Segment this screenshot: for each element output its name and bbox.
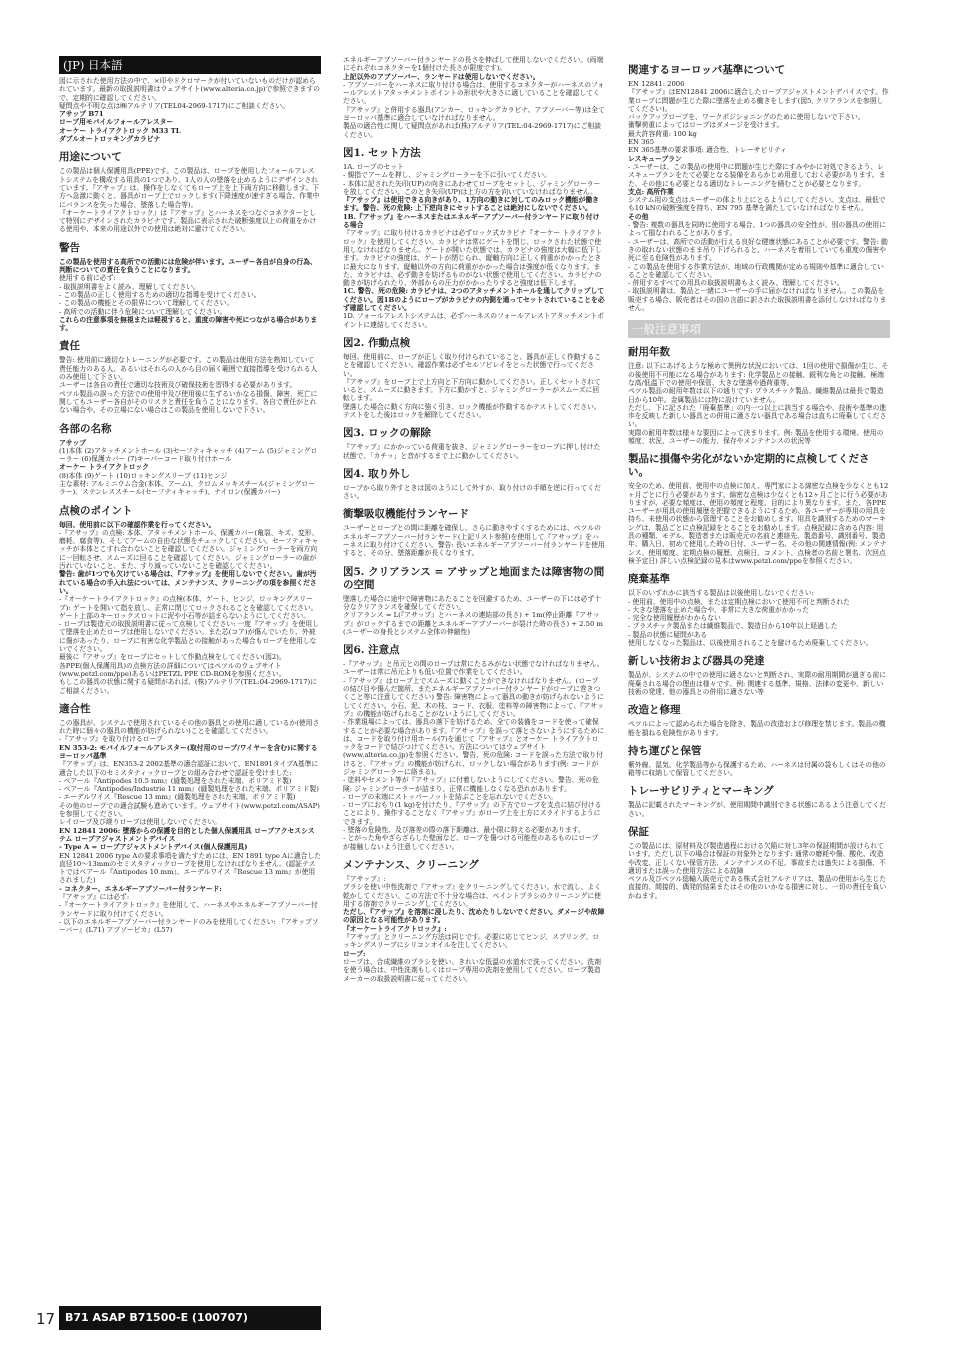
paragraph: 『オーケートライアクトロック』: [343, 924, 447, 933]
section [59, 703, 321, 935]
paragraph: アサップ [59, 438, 87, 447]
paragraph: クリアランス = L(『アサップ』とハーネスの連結部の長さ) + 1m(停止距離『アサップ』がロックするまでの距離とエネルギーアブソーバーが裂けた時の長さ) + 2.50 m (ユーザーの身長とシステム全体の伸縮性) [343, 611, 603, 636]
paragraph: 1B.『アサップ』をハーネスまたはエネルギーアブソーバー付ランヤードに取り付ける場合 [343, 212, 600, 230]
intro-paragraph: アサップ B71 [59, 110, 104, 119]
paragraph: その他のロープでの適合試験も進めています。ウェブサイト(www.petzl.com/ASAP)を参照してください。 [59, 801, 320, 819]
paragraph: - ベアール『Antipodes 10.5 mm』(縫製処理をされた末端、ポリアミド製) [59, 776, 292, 785]
paragraph: 注意: 以下にあげるような極めて異例な状況においては、1回の使用で損傷が生じ、その後使用不可能になる場合があります: 化学製品との接触、鋭利な角との接触、極端な高/低温下での使用や保管、大きな墜落や過荷重等。 [628, 362, 889, 387]
paragraph: その他 [628, 212, 649, 221]
section-title: 責任 [59, 340, 80, 353]
section [628, 573, 890, 647]
paragraph: -『アサップ』の点検: 本体、アタッチメントホール、保護カバー(亀裂、キズ、変形、磨耗、腐食等)、そしてアームの自由な状態をチェックしてください。セーフティキャッチが本体とこすれ合わないことを確認してください。ジャミングローラーを両方向に一回転させ、スムーズに回ることを確認してください。ジャミングローラーの歯が汚れていないこと、また、すり減っていないことを確認してください。 [59, 528, 319, 571]
section-title: 耐用年数 [628, 346, 670, 359]
section-title: 製品に損傷や劣化がないか定期的に点検してください。 [628, 453, 870, 479]
paragraph: - ロープの末端にストッパーノットを結ぶことを忘れないでください。 [343, 792, 558, 801]
paragraph: ロープ: [343, 949, 366, 958]
intro-paragraph: 図に示された使用方法の中で、×印やドクロマークが付いていないものだけが認められています。最新の取扱説明書はウェブサイト(www.alteria.co.jp)で参照できますので、定期的に確認してください。 [59, 77, 320, 102]
section [628, 826, 890, 900]
paragraph: 上記以外のアブソーバー、ランヤードは使用しないでください。 [343, 72, 540, 81]
paragraph: - ベアール『Antipodes/Industrie 11 mm』(縫製処理をされた末端、ポリアミド製) [59, 785, 319, 794]
paragraph: EN 365基準の要求事項: 適合性、トレーサビリティ [628, 146, 787, 155]
intro-paragraph: オーケー トライアクトロック M33 TL [59, 126, 181, 135]
paragraph: 『アサップ』はEN12841 2006に適合したロープアジャストメントデバイスです。作業ロープに問題が生じた際に墜落を止める働きをします(図5, クリアランスを参照してください)。 [628, 88, 889, 113]
paragraph: 製品に記載されたマーキングが、使用期間中識別できる状態にあるよう注意してください。 [628, 801, 887, 818]
paragraph: 毎回、使用前に以下の確認作業を行ってください。 [59, 520, 216, 529]
paragraph: 警告: 使用前に適切なトレーニングが必要です。この製品は使用方法を熟知していて責任能力のある人、あるいはそれらの人から目の届く範囲で直接指導を受けられる人のみ使用して下さい。 [59, 356, 318, 382]
section [343, 508, 605, 557]
section [59, 151, 321, 233]
paragraph: この器具が、システムで使用されているその他の器具との使用に適しているか(使用された時に個々の器具の機能が妨げられない)ことを確認してください。 [59, 718, 320, 736]
paragraph: - 以下のエネルギーアブソーバー付ランヤードのみを使用してください: 『アサップソーバー』(L71) アブソービカ』(L57) [59, 917, 319, 935]
paragraph: ペツル及びペツル総輸入販売元である株式会社アルテリアは、製品の使用から生じた直接的、間接的、偶発的結果またはその他のいかなる損害に対し、一切の責任を負いかねます。 [628, 875, 887, 900]
paragraph: 実際の耐用年数は様々な要因によって決まります。例: 製品を使用する環境、使用の頻度、状況、ユーザーの能力、保存やメンテナンスの状況等 [628, 428, 884, 445]
paragraph: - この製品の正しく使用するための適切な指導を受けてください。 [59, 290, 261, 299]
paragraph: -『オーケートライアクトロック』の点検(本体、ゲート、ヒンジ、ロッキングスリーブ): ゲートを開いて指を放し、正常に閉じてロックされることを確認してください。ゲート上部のキーロックスロットに泥や小石等が詰まらないようにしてください。 [59, 595, 318, 620]
paragraph: 製品の適合性に関して疑問点があれば(株)アルテリア(TEL:04-2969-1717)にご相談ください。 [343, 122, 601, 139]
paragraph: 『アサップ』には必ず: [59, 893, 130, 902]
paragraph: - 完全な使用履歴がわからない [628, 614, 721, 623]
paragraph: レイロープ及び縒りロープは使用しないでください。 [59, 818, 222, 827]
paragraph: 使用しなくなった製品は、以後使用されることを避けるため廃棄してください。 [628, 639, 873, 648]
intro [343, 56, 605, 73]
paragraph: - 作業現場によっては、器具の落下を妨げるため、全ての装備をコードを使って確保することが必要な場合があります。『アサップ』を誤って落とさないようにするためには、コードを取り付け用ホール(7)を通じて『アサップ』とオーケー トライアクトロックをコードで結びつけてください。方法についてはウェブサイト(www.alteria.co.jp)を参照ください。警告、死の危険: コードを誤った方法で取り付けると、『アサップ』の機能が妨げられ、ロックしない場合があります(例: コードがジャミングローラーに絡まる)。 [343, 718, 604, 776]
section [628, 785, 890, 818]
paragraph: 『アサップ』は使用できる向きがあり、1方向の動きに対してのみロック機能が働きます。警告、死の危険: 上下逆向きにセットすることは絶対にしないでください。 [343, 196, 599, 213]
section-title: 図4. 取り外し [343, 467, 411, 480]
paragraph: 警告: 歯が1つでも欠けている場合は、『アサップ』を使用しないでください。歯が汚れている場合の手入れ法については、メンテナンス、クリーニングの項を参照ください。 [59, 570, 317, 595]
paragraph: - ロープは製造元の取扱説明書に従って点検してください: 一度『アサップ』を使用して墜落を止めたロープは使用しないでください。また芯(コア)が傷んでいたり、外被に傷があったり、ロープに有害な化学製品との接触があった場合もロープを使用しないでください。 [59, 620, 319, 654]
paragraph: - 塗料やセメント等が『アサップ』に付着しないようにしてください。警告、死の危険: ジャミングローラーが詰まり、正常に機能しなくなる恐れがあります。 [343, 776, 599, 793]
section-title: 用途について [59, 151, 122, 164]
paragraph: ロープから取り外すときは図のようにして外すか、取り付けの手順を逆に行ってください。 [343, 483, 601, 501]
paragraph: - ユーザーは、高所での活動が行える良好な健康状態にあることが必要です。警告: 動きの取れない状態のまま吊り下げられると、ハーネスを着用していても重度の傷害や死に至る危険性があります。 [628, 237, 888, 263]
paragraph: レスキュープラン [628, 154, 682, 163]
paragraph: 衝撃荷重によってはロープはダメージを受けます。 [628, 121, 784, 130]
paragraph: 『アサップ』に取り付けるカラビナは必ずロック式カラビナ『オーケー トライアクトロック』を使用してください。カラビナは常にゲートを閉じ、ロックされた状態で使用しなければなりません。ゲートが開いた状態では、カラビナの強度は大幅に低下します。カラビナの強度は、ゲートが閉じられ、縦軸方向に正しく荷重がかかったときに最大になります。縦軸以外の方向に荷重がかかった場合は強度が低くなります。また、カラビナは、必ず動きを妨げるものがない状態で使用してください。カラビナの動きが妨げられたり、外部からの圧力がかかったりすると強度は低下します。 [343, 229, 603, 288]
section [343, 644, 605, 851]
paragraph: 製品が、システムの中での使用に適さないと判断され、実際の耐用期間が過ぎる前に廃棄される場合の理由は様々です。例: 関連する基準、規格、法律の変更や、新しい技術の発達、他の器具との併用に適さない等 [628, 671, 887, 696]
paragraph: (1)本体 (2)アタッチメントホール (3)セーフティキャッチ (4)アーム (5)ジャミングローラー (6)保護カバー (7)キーパーコード取り付けホール [59, 446, 318, 464]
section-title: 各部の名称 [59, 422, 112, 435]
section [628, 346, 890, 445]
paragraph: ブラシを使い中性洗剤で『アサップ』をクリーニングしてください。水で流し、よく乾かしてください。この方法で不十分な場合は、ペイントブラシのクリーニングに使用する溶剤でクリーニングしてください。 [343, 883, 602, 908]
paragraph: - 親指でアームを押し、ジャミングローラーを下に引いてください。 [343, 171, 551, 180]
section-title: 点検のポイント [59, 504, 133, 517]
paragraph: EN 365 [628, 138, 655, 147]
paragraph: システム用の支点はユーザーの体より上にとるようにしてください。支点は、最低でも10 kNの破断強度を持ち、EN 795 基準を満たしていなければなりません。 [628, 196, 886, 213]
paragraph: 『アサップ』と併用する器具(アンカー、ロッキングカラビナ、アブソーバー等)は全てヨーロッパ基準に適合していなければなりません。 [343, 105, 605, 123]
paragraph: - 併用するすべての用具の取扱説明書もよく読み、理解してください。 [628, 279, 844, 288]
paragraph: この製品は個人保護用具(PPE)です。この製品は、ロープを使用したフォールアレストシステムを構成する用具の1つであり、1人の人の墜落を止めるようにデザインされています。『アサップ』は、操作をしなくてもロープ上を上下両方向に移動します。下方へ急激に動くと、器具がロープ上でロックします(下降速度が速すぎる場合、作業中にバランスを失った場合、墜落した場合等)。 [59, 167, 320, 209]
section [59, 423, 321, 497]
paragraph: - とがった角やざらざらした壁面など、ロープを傷つける可能性のあるものにロープが接触しないよう注意してください。 [343, 834, 599, 851]
paragraph: -『オーケートライアクトロック』を使用して、ハーネスやエネルギーアブソーバー付ランヤードに取り付けてください。 [59, 901, 318, 918]
paragraph: この製品を使用する高所での活動には危険が伴います。ユーザー各自が自身の行為、判断についての責任を負うことになります。 [59, 257, 317, 275]
paragraph: - 高所での活動に伴う危険について理解してください。 [59, 307, 227, 316]
paragraph: EN 12841: 2006 [628, 80, 685, 88]
paragraph: 最後に『アサップ』をロープにセットして作動点検をしてください(図2)。 [59, 653, 286, 662]
sections [628, 64, 890, 312]
document-code: B71 ASAP B71500-E (100707) [59, 1306, 321, 1330]
paragraph: ユーザーとロープとの間に距離を確保し、さらに動きやすくするためには、ペツルのエネルギーアブソーバー付ランヤード(上記リスト参照)を使用して『アサップ』をハーネスに取り付けてください。警告: 長いエネルギーアブソーバー付ランヤードを使用すると、その分、墜落距離が長くなります。 [343, 524, 605, 558]
section-title: 持ち運びと保管 [628, 744, 702, 757]
paragraph: 『アサップ』: [343, 874, 386, 883]
paragraph: - Type A = ロープアジャストメントデバイス(個人保護用具) [59, 843, 248, 852]
paragraph: もしこの器具の状態に関する疑問があれば、(株)アルテリア(TEL:04-2969-1717)にご相談ください。 [59, 678, 317, 695]
intro-paragraph: ダブルオートロッキングカラビナ [59, 135, 161, 144]
paragraph: 墜落した場合に途中で障害物にあたることを回避するため、ユーザーの下には必ず十分なクリアランスを確保してください。 [343, 594, 602, 611]
column-2 [343, 56, 605, 1296]
intro [59, 77, 321, 143]
section [628, 704, 890, 737]
paragraph: 『オーケートライアクトロック』は『アサップ』とハーネスをつなぐコネクターとして特別にデザインされたカラビナです。製品に表示された破断強度以上の荷重をかける使用や、本来の用途以外での使用は絶対に避けてください。 [59, 208, 317, 234]
column-1 [59, 56, 321, 1296]
intro-paragraph: ロープ用モバイルフォールアレスター [59, 118, 174, 127]
column-3 [628, 56, 890, 1296]
paragraph: - エーデルワイス『Rescue 13 mm』(縫製処理をされた末端、ポリアミド製) [59, 793, 296, 802]
section-title: 関連するヨーロッパ基準について [628, 64, 786, 76]
paragraph: 安全のため、使用前、使用中の点検に加え、専門家による綿密な点検を少なくとも12ヶ月ごとに行う必要があります。綿密な点検は少なくとも12ヶ月ごとに行う必要がありますが、必要な頻度は、使用の頻度と程度、目的により異なります。また、各PPEユーザーが用具の使用履歴を把握できるようにするため、各ユーザーが専用の用具を持ち、未使用の状態から管理することをお勧めします。用具を識別するためのマーキングは、製品ごとに点検記録をとることをお勧めします。点検記録に含める内容: 用具の種類、モデル、製造者または販売元の名前と連絡先、製造番号、識別番号、製造年、購入日、初めて使用した時の日付、ユーザー名、その他の関連情報(例: メンテナンス、使用頻度、定期点検の履歴、点検日、コメント、点検者の名前と署名、次回点検予定日) 詳しい点検記録の見本はwww.petzl.com/ppeを参照ください。 [628, 482, 889, 565]
paragraph: 各PPE(個人保護用具)の点検方法の詳細についてはペツルのウェブサイト(www.petzl.com/ppe)あるいはPETZL PPE CD-ROMを参照ください。 [59, 661, 286, 678]
paragraph: - ユーザーは、この製品の使用中に問題が生じた際にすみやかに対処できるよう、レスキュープランをたて必要となる装備をあらかじめ用意しておく必要があります。また、その他にも必要となる適切なトレーニングを積むことが必要となります。 [628, 162, 886, 188]
section-title: 図2. 作動点検 [343, 336, 411, 349]
section [343, 427, 605, 460]
paragraph: - 取扱説明書をよく読み、理解してください。 [59, 282, 200, 291]
paragraph: 支点: 高所作業 [628, 187, 674, 196]
section [343, 566, 605, 636]
section [59, 242, 321, 333]
section-title: 図1. セット方法 [343, 146, 421, 159]
paragraph: ペツルによって認められた場合を除き、製品の改造および修理を禁じます。製品の機能を損ねる危険性があります。 [628, 720, 886, 737]
intro-paragraph: エネルギーアブソーバー付ランヤードの長さを伸ばして使用しないでください。(両端にそれぞれコネクターを1個付けた長さが限度です)。 [343, 56, 604, 73]
paragraph: 主な素材: アルミニウム合金(本体、アーム)、クロムメッキスチール(ジャミングローラー)、ステンレススチール(セーフティキャッチ)、ナイロン(保護カバー) [59, 479, 315, 497]
section-title: 警告 [59, 241, 80, 254]
section [343, 147, 605, 329]
paragraph: (8)本体 (9)ゲート (10)ロッキングスリーブ (11)ヒンジ [59, 471, 228, 480]
section [59, 505, 321, 695]
paragraph: ペツル製品の誤った方法での使用中及び使用後に生ずるいかなる損傷、障害、死亡に関してもユーザー各自がそのリスクと責任を負うことになります。各自で責任がとれない場合や、その立場にない場合はこの製品を使用しないで下さい。 [59, 389, 318, 415]
section [343, 859, 605, 983]
paragraph: - コネクター、エネルギーアブソーバー付ランヤード: [59, 884, 222, 893]
paragraph: 毎回、使用前に、ロープが正しく取り付けられていること、器具が正しく作動することを確認してください。確認作業は必ずセルフビレイをとった状態で行ってください。 [343, 352, 601, 378]
section [343, 337, 605, 419]
paragraph: -『アサップ』を取り付けるロープ [59, 735, 163, 744]
paragraph: ペツル製品の耐用年数は以下の通りです: プラスチック製品、繊維製品は最長で製造日から10年。金属製品には特に設けていません。 [628, 387, 884, 404]
section [59, 340, 321, 414]
paragraph: 『アサップ』とクリーニング方法は同じです。必要に応じてヒンジ、スプリング、ロッキングスリーブにシリコンオイルを注してください。 [343, 933, 600, 950]
paragraph: 1C. 警告、死の危険: カラビナは、2つのアタッチメントホールを通してクリップしてください。図1Bのようにロープがカラビナの内側を通ってセットされていることを必ず確認してください。 [343, 287, 605, 313]
paragraph: ロープは、合成繊維のブラシを使い、きれいな低温の水道水で洗ってください。洗剤を使う場合は、中性洗剤もしくはロープ専用の洗剤を使用してください。ロープ製造メーカーの取扱説明書に従ってください。 [343, 957, 601, 983]
sections-general [628, 346, 890, 900]
paragraph: EN 12841 2006 type Aの要求事項を満たすためには、EN 1891 type Aに適合した直径10〜13mmのセミスタティックロープを使用しなければなりません。(認証テストではベアール『Antipodes 10 mm』、エーデルワイス『Rescue 13 mm』が使用されました) [59, 851, 321, 885]
sections [59, 151, 321, 934]
paragraph: 『アサップ』は、EN353-2 2002基準の適合認証において、EN1891タイプA基準に適合した以下のセミスタティックロープとの組み合わせで認証を受けました: [59, 760, 319, 777]
section-title: 改造と修理 [628, 704, 681, 717]
paragraph: - 本体に記された矢印(UP)の向きにあわせてロープをセットし、ジャミングローラーを放してください。このとき矢印(UP)は上方の方を向いていなければなりません。 [343, 179, 601, 196]
paragraph: - アブソーバーをハーネスに取り付ける場合は、使用するコネクターがハーネスのフォールアレストアタッチメントポイントの形状や大きさに適していることを確認してください。 [343, 80, 605, 106]
paragraph: オーケー トライアクトロック [59, 463, 149, 472]
paragraph: - 墜落の危険性、及び落差の際の落下距離は、最小限に抑える必要があります。 [343, 826, 585, 835]
paragraph: - この製品の機能とその限界について理解してください。 [59, 299, 234, 308]
section [628, 64, 890, 312]
paragraph: ただし、『アサップ』を溶剤に浸したり、沈めたりしないでください。ダメージや故障の原因となる可能性があります。 [343, 908, 605, 925]
paragraph: この製品には、原材料及び製造過程における欠陥に対し3年の保証期間が設けられています。ただし以下の場合は保証の対象外となります: 通常の磨耗や傷、酸化、改造や改変、正しくない保管方法、メンテナンスの不足、事故または過失による損傷、不適切または誤った使用方法による故障 [628, 842, 886, 875]
paragraph: - 使用前、使用中の点検、または定期点検において使用不可と判断された [628, 597, 850, 606]
section-title: トレーサビリティとマーキング [628, 785, 774, 798]
section [628, 453, 890, 565]
paragraph: - 大きな墜落を止めた場合や、非常に大きな荷重がかかった [628, 605, 810, 614]
section-title: 新しい技術および器具の発達 [628, 655, 765, 668]
paragraph: - 取扱説明書は、製品と一緒にユーザーの手に届かなければなりません。この製品を販売する場合、販売者はその国の言語に訳された取扱説明書を添付しなければなりません。 [628, 287, 887, 313]
paragraph: - この製品を使用する作業方法が、地域の行政機関が定める規則や基準に適合していることを確認してください。 [628, 262, 884, 279]
section [628, 655, 890, 696]
paragraph: 1D. フォールアレストシステムは、必ずハーネスのフォールアレストアタッチメントポイントに連結してください。 [343, 312, 604, 329]
intro-paragraph: 疑問点や不明な点は㈱アルテリア(TEL04-2969-1717)にご相談ください。 [59, 101, 290, 110]
section-title: 適合性 [59, 702, 91, 715]
paragraph: バックアップロープを、ワークポジショニングのために使用しないで下さい。 [628, 113, 865, 122]
paragraph: これらの注意事項を無視または軽視すると、重度の障害や死につながる場合があります。 [59, 315, 318, 333]
section-title: 廃棄基準 [628, 573, 670, 586]
paragraph: テストをした後はロックを解除してください。 [343, 410, 486, 419]
section-title: 衝撃吸収機能付ランヤード [343, 508, 469, 521]
section-title: 保証 [628, 826, 649, 838]
section-title: 図5. クリアランス = アサップと地面または障害物の間の空間 [343, 565, 605, 591]
general-notes-header: 一般注意事項 [628, 320, 890, 338]
paragraph: 使用する前に必ず: [59, 274, 116, 283]
language-header: (JP) 日本語 [59, 56, 321, 74]
paragraph: -『アサップ』はロープ上でスムーズに動くことができなければなりません。(ロープの結び目や傷んだ箇所、またエネルギーアブソーバー付ランヤードがロープに巻きつくこと等に注意してください) 警告: 障害物によって器具の動きが妨げられないようにしてください。小石、泥、木の枝、コード、衣服、塗料等の障害物によって、『アサップ』の機能が妨げられることがないようにしてください。 [343, 676, 604, 718]
section [343, 468, 605, 501]
page-number: 17 [36, 1310, 56, 1328]
paragraph: 墜落した場合に動く方向に強く引き、ロック機能が作動するかテストしてください。 [343, 402, 601, 411]
section [343, 73, 605, 139]
paragraph: -『アサップ』と吊元との間のロープは常にたるみがない状態でなければなりません。ユーザーは常に吊元よりも低い位置で作業をしてください。 [343, 660, 604, 677]
paragraph: 『アサップ』をロープ上で上方向と下方向に動かしてください。正しくセットされていると、スムーズに動きます。下方に動かすと、ジャミングローラーがスムーズに回転します。 [343, 377, 601, 403]
paragraph: 最大許容荷重: 100 kg [628, 129, 697, 138]
section-title: メンテナンス、クリーニング [343, 858, 479, 871]
section [628, 745, 890, 778]
paragraph: - 製品の状態に疑問がある [628, 630, 708, 639]
paragraph: 『アサップ』にかかっている荷重を抜き、ジャミングローラーをロープに押し付けた状態で、「カチッ」と音がするまで上に動かしてください。 [343, 443, 601, 460]
section-title: 図3. ロックの解除 [343, 427, 431, 440]
paragraph: 以下のいずれかに該当する製品は以後使用しないでください: [628, 589, 814, 598]
sections [343, 73, 605, 983]
paragraph: ただし、下に記された「廃棄基準」の内一つ以上に該当する場合や、技術や基準の進歩を反映した新しい器具との併用に適さない器具である場合は直ちに廃棄してください。 [628, 403, 887, 429]
paragraph: - プラスチック製品または繊維製品で、製造日から10年以上経過した [628, 622, 838, 631]
paragraph: 1A. ロープのセット [343, 162, 404, 171]
paragraph: ユーザーは各自の責任で適切な技術及び確保技術を習得する必要があります。 [59, 381, 297, 390]
paragraph: EN 12841 2006: 墜落からの保護を目的とした個人保護用具 ロープアクセスシステム ロープアジャストメントデバイス [59, 826, 315, 843]
paragraph: EN 353-2: モバイルフォールアレスター(取付用のロープ/ワイヤーを含む)に関するヨーロッパ基準 [59, 743, 318, 760]
paragraph: - ロープにおもり(1 kg)を付けたり、『アサップ』の下方でロープを支点に結び付けることにより、操作することなく『アサップ』がロープ上を上方にスライドするようにできます。 [343, 801, 602, 826]
section-title: 図6. 注意点 [343, 644, 400, 657]
paragraph: 紫外線、湿気、化学製品等から保護するため、ハーネスは付属の袋もしくはその他の箱等に収納して保管してください。 [628, 760, 886, 778]
paragraph: - 警告: 複数の器具を同時に使用する場合、1つの器具の安全性が、別の器具の使用によって損なわれることがあります。 [628, 221, 886, 238]
